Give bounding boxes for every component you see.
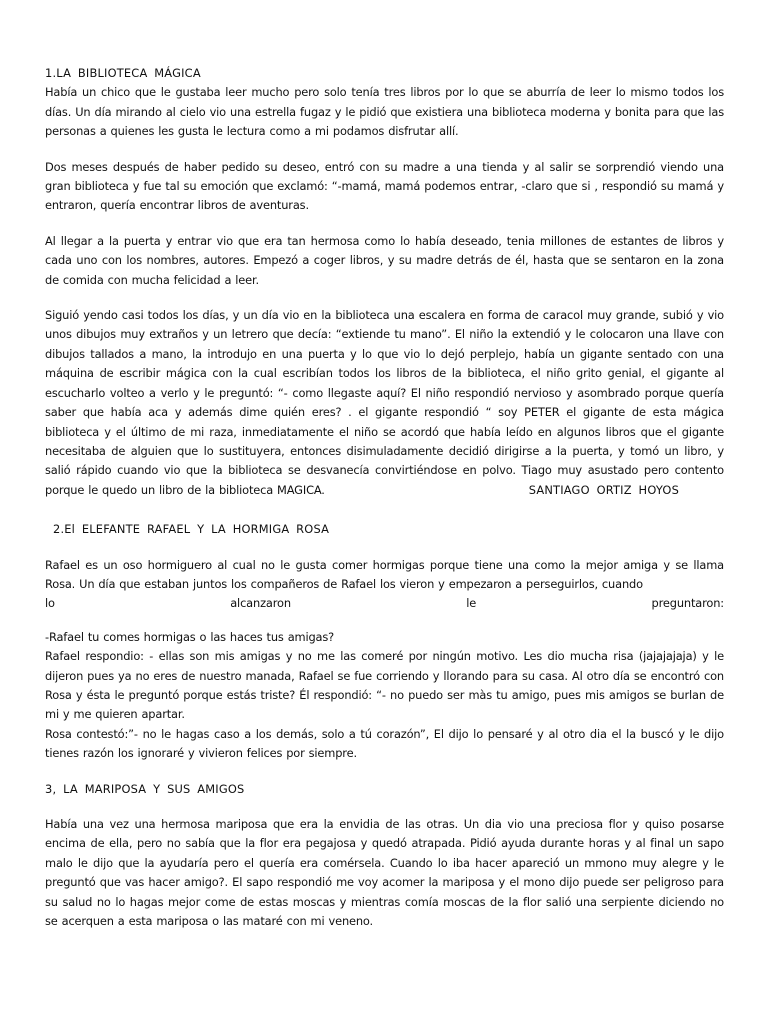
story3-paragraph-1: Había una vez una hermosa mariposa que era la envidia de las otras. Un dia vio una preciosa flor y quiso posarse encima de ella, pero no sabía que la flor era pegajosa y quedó atrapada. Pidió ayuda durante horas y al final un sapo malo le dijo que la ayudaría pero el quería era comérsela. Cuando lo iba hacer apareció un mmono muy alegre y le preguntó que vas hacer amigo?. El sapo respondió me voy acomer la mariposa y el mono dijo puede ser peligroso para su salud no lo hagas mejor come de estas moscas y mientras comía moscas de la flor salió una serpiente diciendo no se acerquen a esta mariposa o las mataré con mi veneno. — [45, 817, 724, 929]
story1-paragraph-4 — [45, 306, 724, 500]
story3-title: 3, LA MARIPOSA Y SUS AMIGOS — [45, 781, 245, 796]
story2-paragraph-3: Rafael respondio: - ellas son mis amigas y no me las comeré por ningún motivo. Les dio mucha risa (jajajajaja) y le dijeron pues ya no eres de nuestro manada, Rafael se fue corriendo y llorando para su casa. Al otro día se encontró con Rosa y ésta le preguntó porque estás triste? Él respondió: “- no puedo ser màs tu amigo, pues mis amigos se burlan de mi y me quieren apartar. — [45, 649, 724, 722]
story2-paragraph-1-last-line: lo alcanzaron le preguntaron: — [45, 596, 724, 611]
author-signature: SANTIAGO ORTIZ HOYOS — [528, 482, 679, 497]
story2-paragraph-1 — [45, 556, 724, 614]
story1-paragraph-2: Dos meses después de haber pedido su deseo, entró con su madre a una tienda y al salir se sorprendió viendo una gran biblioteca y fue tal su emoción que exclamó: “-mamá, mamá podemos entrar, -claro que si , respondió su mamá y entraron, quería encontrar libros de aventuras. — [45, 159, 724, 213]
story1-paragraph-4-text: Siguió yendo casi todos los días, y un día vio en la biblioteca una escalera en forma de caracol muy grande, subió y vio unos dibujos muy extraños y un letrero que decía: “extiende tu mano”. El niño la extendió y le colocaron una llave con dibujos tallados a mano, la introdujo en una puerta y lo que vio lo dejó perplejo, había un gigante sentado con una máquina de escribir mágica con la cual escribían todos los libros de la biblioteca, el niño grito genial, el gigante al escucharlo volteo a verlo y le preguntó: “- como llegaste aquí? El niño respondió nervioso y asombrado porque quería saber que había aca y además dime quién eres? . el gigante respondió “ soy PETER el gigante de esta mágica biblioteca y el último de mi raza, inmediatamente el niño se acordó que había leído en algunos libros que el gigante necesitaba de alguien que lo sustituyera, entonces disimuladamente decidió dirigirse a la puerta, y tomó un libro, y salió rápido cuando vio que la biblioteca se desvanecía convirtiéndose en polvo. Tiago muy asustado pero contento porque le quedo un libro de la biblioteca MAGICA. — [45, 308, 724, 497]
paragraph-spacer — [45, 614, 724, 628]
story1-title: 1.LA BIBLIOTECA MÁGICA — [45, 66, 201, 80]
story1-paragraph-3: Al llegar a la puerta y entrar vio que era tan hermosa como lo había deseado, tenia millones de estantes de libros y cada uno con los nombres, autores. Empezó a coger libros, y su madre detrás de él, hasta que se sentaron en la zona de comida con mucha felicidad a leer. — [45, 233, 724, 287]
story2-title: 2.El ELEFANTE RAFAEL Y LA HORMIGA ROSA — [53, 522, 330, 537]
story2-paragraph-1-text: Rafael es un oso hormiguero al cual no le gusta comer hormigas porque tiene una como la mejor amiga y se llama Rosa. Un día que estaban juntos los compañeros de Rafael los vieron y empezaron a perseguirlos, cuando — [45, 557, 724, 591]
story2-paragraph-2: -Rafael tu comes hormigas o las haces tus amigas? — [45, 629, 335, 644]
story1-paragraph-1: Había un chico que le gustaba leer mucho pero solo tenía tres libros por lo que se aburría de leer lo mismo todos los días. Un día mirando al cielo vio una estrella fugaz y le pidió que existiera una biblioteca moderna y bonita para que las personas a quienes les gusta le lectura como a mi podamos disfrutar allí. — [45, 85, 724, 139]
section-spacer — [45, 500, 724, 514]
story2-paragraph-4: Rosa contestó:”- no le hagas caso a los demás, solo a tú corazón”, El dijo lo pensaré y al otro dia el la buscó y le dijo tienes razón los ignoraré y vivieron felices por siempre. — [45, 726, 724, 761]
